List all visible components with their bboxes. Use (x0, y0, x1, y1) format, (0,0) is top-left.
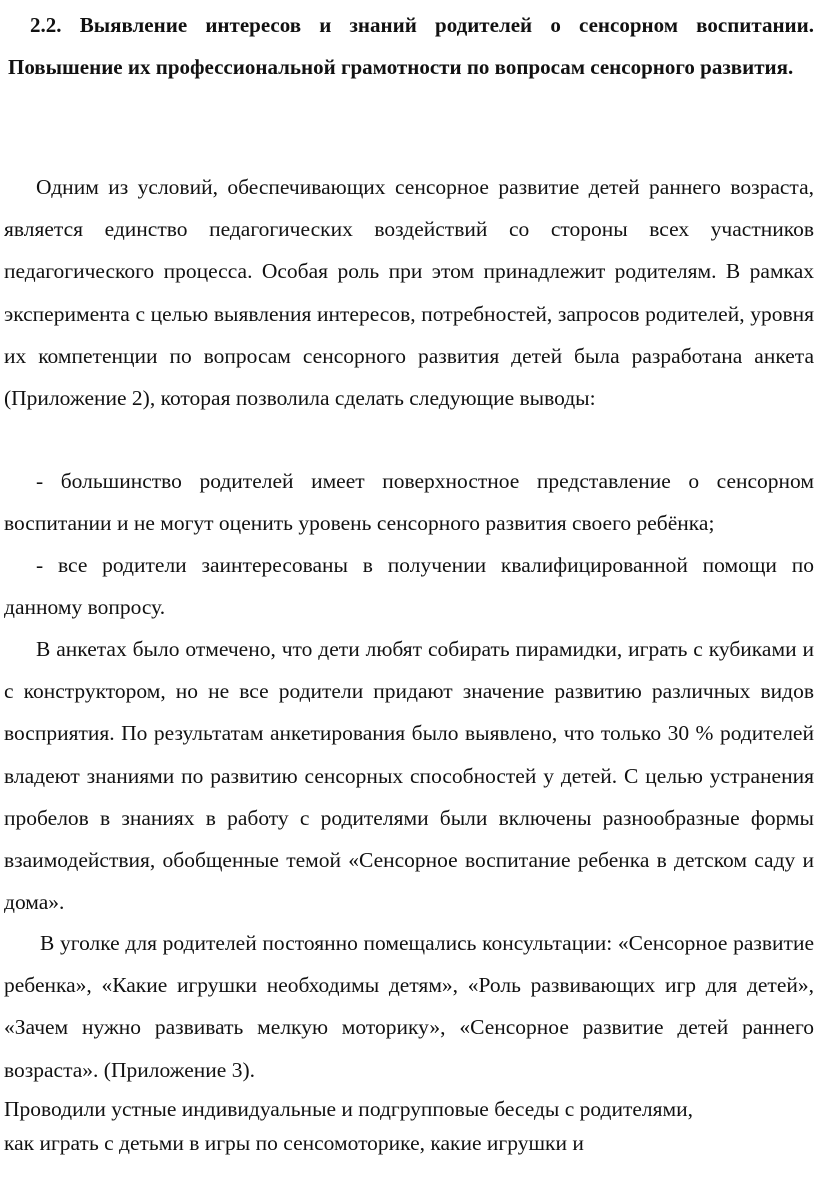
paragraph-1: Одним из условий, обеспечивающих сенсорное развитие детей раннего возраста, является единство педагогических воздействий со стороны всех участников педагогического процесса. Особая роль при этом принадлежит родителям. В рамках эксперимента с целью выявления интересов, потребностей, запросов родителей, уровня их компетенции по вопросам сенсорного развития детей была разработана анкета (Приложение 2), которая позволила сделать следующие выводы: (4, 175, 814, 411)
section-heading (8, 4, 814, 88)
trailing-line-1: Проводили устные индивидуальные и подгрупповые беседы с родителями, (4, 1097, 694, 1121)
trailing-paragraph (4, 1092, 814, 1160)
section-title: Выявление интересов и знаний родителей о сенсорном воспитании. Повышение их профессиональной грамотности по вопросам сенсорного развития. (8, 13, 815, 79)
paragraph-4: В анкетах было отмечено, что дети любят собирать пирамидки, играть с кубиками и с конструктором, но не все родители придают значение развитию различных видов восприятия. По результатам анкетирования было выявлено, что только 30 % родителей владеют знаниями по развитию сенсорных способностей у детей. С целью устранения пробелов в знаниях в работу с родителями были включены разнообразные формы взаимодействия, обобщенные темой «Сенсорное воспитание ребенка в детском саду и дома». (4, 637, 814, 915)
section-number: 2.2. (30, 13, 62, 37)
trailing-line-2: как играть с детьми в игры по сенсомоторике, какие игрушки и (4, 1131, 584, 1155)
paragraph-2: - большинство родителей имеет поверхностное представление о сенсорном воспитании и не могут оценить уровень сенсорного развития своего ребёнка; (4, 469, 814, 536)
paragraph-3: - все родители заинтересованы в получении квалифицированной помощи по данному вопросу. (4, 553, 814, 620)
paragraph-5: В уголке для родителей постоянно помещались консультации: «Сенсорное развитие ребенка», «Какие игрушки необходимы детям», «Роль развивающих игр для детей», «Зачем нужно развивать мелкую моторику», «Сенсорное развитие детей раннего возраста». (Приложение 3). (4, 931, 814, 1082)
